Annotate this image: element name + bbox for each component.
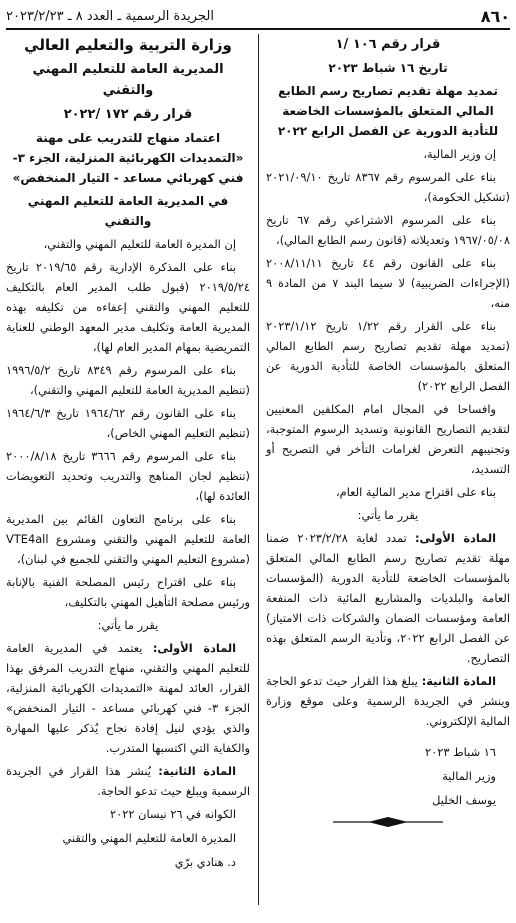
gazette-info: الجريدة الرسمية ـ العدد ٨ ـ ٢٠٢٣/٢/٢٣	[6, 8, 214, 24]
decision-number: قرار رقم ١٠٦ /١	[335, 37, 441, 52]
signature-date: الكوانه في ٢٦ نيسان ٢٠٢٢	[109, 807, 236, 821]
recital: بناء على اقتراح مدير المالية العام،	[335, 485, 496, 499]
page-number: ٨٦٠	[480, 6, 510, 26]
intro-line: إن المديرة العامة للتعليم المهني والتقني،	[43, 237, 236, 251]
recital: بناء على القرار رقم ١/٢٢ تاريخ ٢٠٢٣/١/١٢ (تمديد مهلة تقديم تصاريح رسم الطابع المالي المتعلق بالمؤسسات الخاصة للتأدية الدورية عن الفصل الرابع ٢٠٢٢)	[266, 319, 510, 393]
recital: بناء على القانون رقم ١٩٦٤/٦٢ تاريخ ١٩٦٤/٦/٣ (تنظيم التعليم المهني الخاص)،	[6, 406, 250, 440]
recital: بناء على برنامج التعاون القائم بين المديرية العامة للتعليم المهني والتقني ومشروع VTE4all (مشروع التعليم المهني والتقني للجميع في لبنان)،	[6, 512, 250, 566]
recital: بناء على القانون رقم ٤٤ تاريخ ٢٠٠٨/١١/١١ (الإجراءات الضريبية) لا سيما البند ٧ من المادة ٩ منه،	[266, 256, 510, 310]
decision-subject: تمديد مهلة تقديم تصاريح رسم الطابع المالي المتعلق بالمؤسسات الخاضعة للتأدية الدورية عن الفصل الرابع ٢٠٢٢	[277, 84, 499, 138]
right-column	[266, 34, 510, 828]
decision-subject: اعتماد منهاج للتدريب على مهنة «التمديدات الكهربائية المنزلية، الجزء ٣- فني كهربائي مساعد - التيار المنخفض»	[12, 131, 244, 185]
recital: بناء على المرسوم الاشتراعي رقم ٦٧ تاريخ ١٩٦٧/٠٥/٠٨ وتعديلاته (قانون رسم الطابع المالي)،	[266, 213, 510, 247]
article-label: المادة الأولى:	[152, 641, 237, 655]
article-1	[266, 528, 510, 668]
recital: بناء على المرسوم رقم ٨٣٤٩ تاريخ ١٩٩٦/٥/٢ (تنظيم المديرية العامة للتعليم المهني والتقني)،	[6, 363, 250, 397]
decision-subject-sub: في المديرية العامة للتعليم المهني والتقني	[27, 194, 229, 228]
column-divider	[258, 34, 259, 905]
decides-line: يقرر ما يأتي:	[357, 508, 419, 522]
article-text: يعتمد في المديرية العامة للتعليم المهني والتقني، منهاج التدريب المرفق بهذا القرار، العائد لمهنة «التمديدات الكهربائية المنزلية، الجزء ٣- فني كهربائي مساعد - التيار المنخفض» والذي يؤدي لنيل إفادة نجاح يُذكر عليها المهارة والكفاية التي اكتسبها المتدرب.	[6, 641, 250, 755]
ornament-divider-icon	[266, 816, 510, 828]
article-label: المادة الثانية:	[421, 674, 496, 688]
directorate-title: المديرية العامة للتعليم المهني والتقني	[32, 62, 224, 98]
recital: بناء على اقتراح رئيس المصلحة الفنية بالإنابة ورئيس مصلحة التأهيل المهني بالتكليف،	[6, 575, 250, 609]
article-label: المادة الثانية:	[158, 764, 236, 778]
article-2	[266, 671, 510, 731]
ministry-title: وزارة التربية والتعليم العالي	[24, 36, 232, 54]
decision-date: تاريخ ١٦ شباط ٢٠٢٣	[328, 61, 448, 75]
signature-title: المديرة العامة للتعليم المهني والتقني	[62, 831, 236, 845]
decides-line: يقرر ما يأتي:	[97, 618, 159, 632]
decision-number: قرار رقم ١٧٢ /٢٠٢٢	[63, 107, 193, 122]
recital: وافساحا في المجال امام المكلفين المعنيين لتقديم التصاريح القانونية وتسديد الرسوم المتوجبة، وتجنيبهم التعرض لغرامات التأخر في التصريح أو التسديد،	[266, 402, 510, 476]
intro-line: إن وزير المالية،	[423, 147, 496, 161]
article-label: المادة الأولى:	[414, 531, 497, 545]
recital: بناء على المرسوم رقم ٣٦٦٦ تاريخ ٢٠٠٠/٨/١٨ (تنظيم لجان المناهج والتدريب وتحديد التعويضات العائدة لها)،	[6, 449, 250, 503]
article-text: يُنشر هذا القرار في الجريدة الرسمية ويبلغ حيث تدعو الحاجة.	[6, 764, 250, 798]
article-text: يبلغ هذا القرار حيث تدعو الحاجة وينشر في الجريدة الرسمية وعلى موقع وزارة المالية الإلكتروني.	[266, 674, 510, 728]
signature-title: وزير المالية	[442, 769, 496, 783]
recital: بناء على المذكرة الإدارية رقم ٢٠١٩/٦٥ تاريخ ٢٠١٩/٥/٢٤ (قبول طلب المدير العام بالتكليف للتعليم المهني والتقني إعفاءه من تكليفه بهذه المديرية العامة وتكليف مدير المعهد الوطني للعناية التمريضية بمهام المدير العام لها)،	[6, 260, 250, 354]
left-column	[6, 34, 250, 876]
page-header	[6, 4, 510, 30]
article-1	[6, 638, 250, 758]
article-text: تمدد لغاية ٢٠٢٣/٢/٢٨ ضمنا مهلة تقديم تصاريح رسم الطابع المالي المتعلق بالمؤسسات الخاضعة للتأدية الدورية (المؤسسات العامة والبلديات والمشاريع المائية ذات المنفعة العامة ومؤسسات الضمان والشركات ذات الامتياز) عن الفصل الرابع ٢٠٢٢، وتأدية الرسم المتعلق بهذه التصاريح.	[266, 531, 510, 665]
signature-name: د. هنادي برّي	[174, 855, 236, 869]
article-2	[6, 761, 250, 801]
recital: بناء على المرسوم رقم ٨٣٦٧ تاريخ ٢٠٢١/٠٩/١٠ (تشكيل الحكومة)،	[266, 170, 510, 204]
signature-name: يوسف الخليل	[432, 793, 496, 807]
signature-date: ١٦ شباط ٢٠٢٣	[425, 745, 496, 759]
